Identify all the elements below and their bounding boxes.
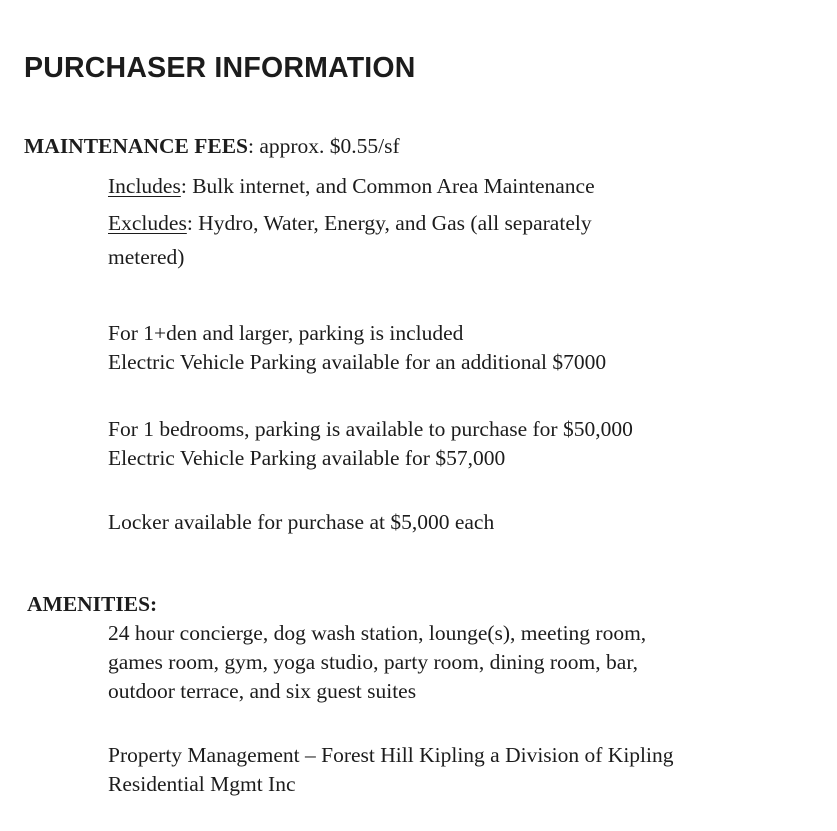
includes-line: [108, 171, 595, 202]
excludes-block: [108, 208, 592, 273]
maintenance-fees-value: : approx. $0.55/sf: [248, 134, 400, 158]
parking-bedroom-ev-line: Electric Vehicle Parking available for $57,000: [108, 446, 506, 470]
excludes-text-continued: metered): [108, 245, 185, 269]
locker-line: Locker available for purchase at $5,000 each: [108, 510, 495, 534]
includes-text: : Bulk internet, and Common Area Maintenance: [180, 174, 595, 198]
excludes-text: : Hydro, Water, Energy, and Gas (all separately: [186, 211, 592, 235]
excludes-label: Excludes: [108, 211, 187, 235]
amenities-line-3: outdoor terrace, and six guest suites: [108, 679, 417, 703]
property-management-line-1: Property Management – Forest Hill Kipling a Division of Kipling: [108, 743, 674, 767]
parking-bedroom-block: [108, 415, 633, 473]
amenities-list-block: [108, 619, 646, 706]
property-management-line-2: Residential Mgmt Inc: [108, 772, 296, 796]
maintenance-fees-label: MAINTENANCE FEES: [24, 134, 248, 158]
parking-den-ev-line: Electric Vehicle Parking available for an additional $7000: [108, 350, 607, 374]
amenities-line-1: 24 hour concierge, dog wash station, lounge(s), meeting room,: [108, 621, 647, 645]
page-title: PURCHASER INFORMATION: [24, 52, 416, 84]
includes-label: Includes: [108, 174, 181, 198]
property-management-block: [108, 741, 674, 799]
excludes-line: [108, 208, 592, 239]
amenities-line-2: games room, gym, yoga studio, party room, dining room, bar,: [108, 650, 638, 674]
maintenance-fees-line: [24, 131, 400, 162]
parking-den-block: [108, 319, 606, 377]
parking-bedroom-line: For 1 bedrooms, parking is available to purchase for $50,000: [108, 417, 633, 441]
parking-den-line: For 1+den and larger, parking is included: [108, 321, 464, 345]
amenities-heading: AMENITIES:: [27, 592, 158, 616]
